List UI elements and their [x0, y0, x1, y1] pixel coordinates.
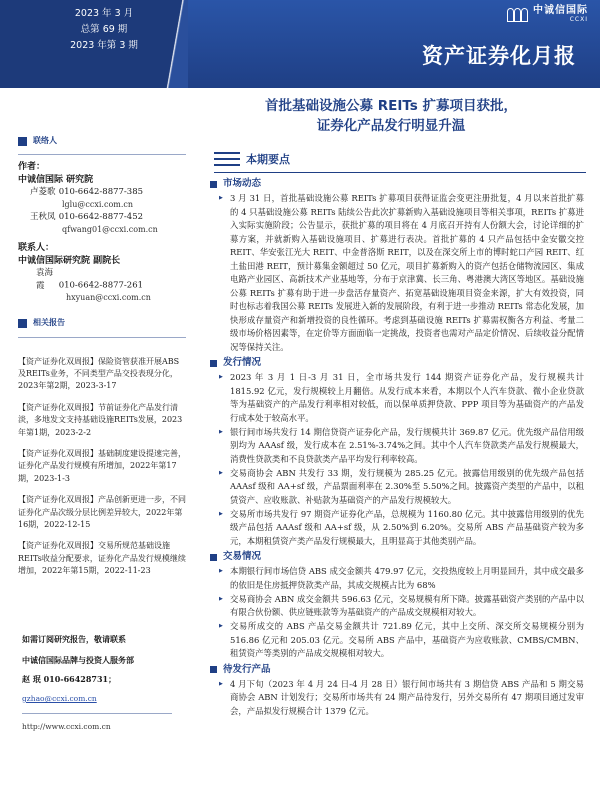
- square-bullet-icon: [18, 319, 27, 328]
- issue-date: 2023 年 3 月: [74, 8, 134, 19]
- paragraph: ▶ 3 月 31 日，首批基础设施公募 REITs 扩募项目获得证监会变更注册批复，4 月以来首批扩募的 4 只基础设施公募 REITs 陆续公告此次扩募新购入基础设施项目等相关事项，REITs 扩募进入实际实施阶段；公告显示，获批扩募的项目将在 4 月底召开持有人份额大会，讨论详细的扩募方案，并就新购入基础设施项目、扩募进行表决。首批扩募的 4 只产品包括中金安徽交控 REIT、华安张江光大 REIT、中金普洛斯 REIT，以及在深交所上市的博时蛇口产园 REIT、红土盐田港 REIT，预计募集金额超过 50 亿元，项目扩募新购入的资产包括仓储物流园区、集成电路产业园区、高新技术产业基地等，分布于京津冀、长三角、粤港澳大湾区等地区。基础设施公募 REITs 扩募有助于进一步盘活存量资产、拓宽基础设施项目资金来源，扩大有效投资，同时也标志着我国公募 REITs 发展进入新的发展阶段，有利于进一步推动 REITs 常态化发展，加快形成存量资产和新增投资的良性循环。考虑到基础设施 REITs 扩募需权衡各方利益、考量二级市场价格因素等，在定价等方面面临一定挑战，投资者也需对产品定价情况、后续收益分配情况等保持关注。: [222, 192, 584, 354]
- header-stripe: [162, 0, 188, 88]
- author-name: 王秋凤: [30, 212, 56, 222]
- subscribe-email-link[interactable]: gzhao@ccxi.com.cn: [22, 694, 97, 703]
- subscribe-person: 赵 珉 010-66428731；: [22, 674, 117, 684]
- author-entry: [18, 186, 186, 199]
- square-bullet-icon: [210, 666, 217, 673]
- square-bullet-icon: [18, 137, 27, 146]
- author-phone: 010-6642-8877-385: [58, 187, 144, 197]
- author-email[interactable]: qfwang01@ccxi.com.cn: [62, 224, 158, 234]
- title-line-1: 首批基础设施公募 REITs 扩募项目获批，: [265, 98, 517, 114]
- paragraph: ▶ 交易商协会 ABN 成交金额共 596.63 亿元，交易规模有所下降。披露基础资产类别的产品中以有限合伙份额、供应链账款等为基础资产的产品成交规模相对较大。: [222, 593, 584, 620]
- contact-phone: 010-6642-8877-261: [58, 280, 144, 291]
- subscribe-note: 如需订阅研究报告，敬请联系: [22, 634, 126, 644]
- author-org: 中诚信国际 研究院: [18, 174, 94, 185]
- brand-logo: [507, 6, 588, 24]
- square-bullet-icon: [210, 554, 217, 561]
- subscribe-dept: 中诚信国际品牌与投资人服务部: [22, 655, 134, 665]
- main-title: [196, 96, 586, 136]
- paragraph: ▶ 交易所成交的 ABS 产品交易金额共计 721.89 亿元，其中上交所、深交所交易规模分别为 516.86 亿元和 205.03 亿元。交易所 ABS 产品中，基础资产为应收账款、CMBS/CMBN、租赁资产等类别的产品成交规模相对较大。: [222, 620, 584, 661]
- divider: [214, 172, 586, 173]
- issue-number: 2023 年第 3 期: [70, 40, 138, 51]
- related-reports-heading: 相关报告: [18, 313, 186, 335]
- brand-text: [533, 6, 588, 24]
- section-heading: 交易情况: [222, 549, 584, 565]
- issue-info: [56, 6, 152, 54]
- author-phone: 010-6642-8877-452: [58, 212, 144, 222]
- contact-email[interactable]: hxyuan@ccxi.com.cn: [66, 293, 151, 302]
- paragraph: ▶ 交易所市场共发行 97 期资产证券化产品，总规模为 1160.80 亿元。其中披露信用级别的优先级产品包括 AAAsf 级和 AA+sf 级，从 2.50%到 6.20%。交易所 ABS 产品基础资产较为多元，本期租赁资产类产品发行规模最大，且明显高于其他类别产品。: [222, 508, 584, 549]
- contacts-heading: 联络人: [18, 130, 186, 152]
- sidebar: [18, 130, 186, 587]
- paragraph: ▶ 4 月下旬（2023 年 4 月 24 日-4 月 28 日）银行间市场共有 3 期信贷 ABS 产品和 5 期交易商协会 ABN 计划发行；交易所市场共有 24 期产品待发行，另外交易所有 47 期项目通过发审会，产品拟发行规模合计 1379 亿元。: [222, 678, 584, 719]
- author-name: 卢菱歌: [30, 187, 56, 197]
- lines-icon: [214, 148, 240, 170]
- divider: [18, 337, 186, 338]
- author-email[interactable]: lglu@ccxi.com.cn: [62, 199, 134, 209]
- logo-icon: [507, 8, 529, 22]
- author-entry: [18, 211, 186, 224]
- related-report-item[interactable]: 【资产证券化双周报】产品创新更进一步，不同证券化产品次级分层比例差异较大，2022年第16期，2022-12-15: [18, 495, 186, 529]
- highlights-content: [222, 175, 584, 719]
- report-title: 资产证券化月报: [422, 44, 576, 68]
- paragraph: ▶ 交易商协会 ABN 共发行 33 期，发行规模为 285.25 亿元。披露信用级别的优先级产品包括 AAAsf 级和 AA+sf 级，产品票面利率在 2.30%至 5.50%之间。披露资产类型的产品中，以租赁资产、应收账款、补贴款为基础资产的产品发行规模较大。: [222, 467, 584, 508]
- highlights-title: 本期要点: [246, 153, 290, 166]
- contact-label: 联系人：: [18, 243, 55, 253]
- brand-name-en: CCXI: [569, 16, 588, 23]
- author-label: 作者：: [18, 162, 46, 172]
- section-heading: 市场动态: [222, 176, 584, 192]
- report-header: [0, 0, 600, 88]
- section-heading: 发行情况: [222, 355, 584, 371]
- paragraph: ▶ 2023 年 3 月 1 日-3 月 31 日，全市场共发行 144 期资产证券化产品，发行规模共计 1815.92 亿元，发行规模较上月翻倍。从发行成本来看，本期以个人汽车贷款、微小企业贷款等为基础资产的产品发行利率相对较低，而以保单质押贷款、PPP 项目等为基础资产的产品发行成本处于较高水平。: [222, 371, 584, 425]
- related-report-item[interactable]: 【资产证券化双周报】交易所规范基础设施REITs收益分配要求，证券化产品发行规模继续增加，2022年第15期，2022-11-23: [18, 541, 186, 576]
- contact-entry: [18, 267, 186, 292]
- paragraph: ▶ 银行间市场共发行 14 期信贷资产证券化产品，发行规模共计 369.87 亿元。优先级产品信用级别均为 AAAsf 级，发行成本在 2.51%-3.74%之间。其中个人汽车贷款类产品发行规模最大，消费性贷款类和不良贷款类产品平均发行利率较高。: [222, 426, 584, 467]
- issue-total: 总第 69 期: [80, 24, 128, 35]
- divider: [22, 713, 172, 714]
- related-report-item[interactable]: 【资产证券化双周报】基础制度建设提速完善，证券化产品发行规模有所增加，2022年第17期，2023-1-3: [18, 448, 186, 483]
- related-report-item[interactable]: 【资产证券化双周报】保险资管获准开展ABS及REITs业务，不同类型产品交投表现分化，2023年第2期，2023-3-17: [18, 356, 180, 391]
- title-line-2: 证券化产品发行明显升温: [316, 118, 466, 134]
- website-link[interactable]: http://www.ccxi.com.cn: [22, 722, 111, 731]
- subscription-info: [22, 633, 182, 733]
- square-bullet-icon: [210, 181, 217, 188]
- section-heading: 待发行产品: [222, 662, 584, 678]
- divider: [18, 154, 186, 155]
- related-report-item[interactable]: 【资产证券化双周报】节前证券化产品发行清淡，多地发文支持基础设施REITs发展，2023年第1期，2023-2-2: [18, 402, 183, 437]
- brand-name-cn: 中诚信国际: [533, 5, 588, 16]
- highlights-heading: [214, 148, 290, 170]
- contact-name: 袁海霞: [36, 268, 54, 291]
- paragraph: ▶ 本期银行间市场信贷 ABS 成交金额共 479.97 亿元，交投热度较上月明显回升，其中成交最多的依旧是住房抵押贷款类产品，其成交规模占比为 68%: [222, 565, 584, 592]
- square-bullet-icon: [210, 360, 217, 367]
- contact-org: 中诚信国际研究院 副院长: [18, 255, 121, 266]
